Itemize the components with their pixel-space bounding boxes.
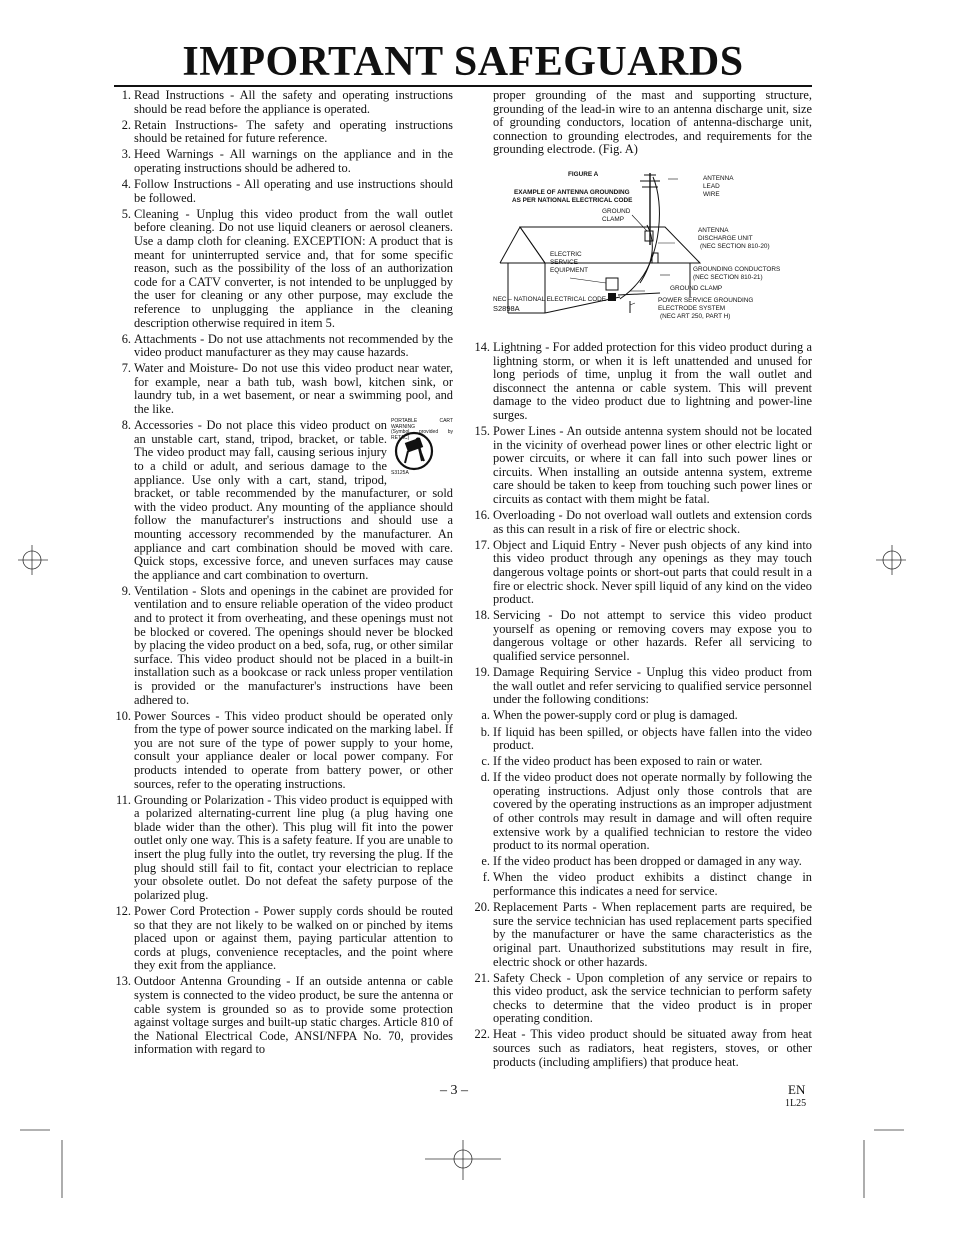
item-text: Power Lines - An outside antenna system should not be located in the vicinity of overhead power lines or other electric light or power circuits, or where it can fall into such power lines or circuits. When installing an outside antenna system, extreme care should be taken to keep from touching such power lines or circuits as contact with them might be fatal. <box>493 424 812 506</box>
left-item-list <box>113 89 453 417</box>
item-number: 15. <box>474 424 490 439</box>
item-number: 2. <box>121 117 131 132</box>
sub-list-item <box>472 771 812 853</box>
list-item <box>113 905 453 973</box>
item-text: If the video product has been dropped or damaged in any way. <box>493 854 802 869</box>
item-number: 17. <box>474 537 490 552</box>
label-antenna-lead-1: ANTENNA <box>703 174 734 182</box>
figure-label: FIGURE A <box>568 170 599 178</box>
item-text: Lightning - For added protection for this video product during a lightning storm, or when it is left unattended and unused for long periods of time, unplug it from the wall outlet and disconnect the antenna or cable system. This will prevent damage to the video product due to lightning and power-line surges. <box>493 339 812 422</box>
item-number: a. <box>481 708 490 723</box>
item-text: Power Sources - This video product should be operated only from the type of power source indicated on the marking label. If you are not sure of the type of power supply to your home, consult your appliance dealer or local power company. For products intended to operate from battery power, or other sources, refer to the operating instructions. <box>134 708 453 791</box>
portable-cart-warning <box>391 419 453 481</box>
right-item-list <box>472 341 812 707</box>
list-item <box>113 710 453 792</box>
list-item <box>472 972 812 1026</box>
label-antenna-lead-3: WIRE <box>703 190 720 198</box>
item-text: If liquid has been spilled, or objects have fallen into the video product. <box>493 724 812 753</box>
sub-list-item <box>472 871 812 898</box>
label-discharge-unit-2: DISCHARGE UNIT <box>698 234 753 242</box>
item-number: 13. <box>115 974 131 989</box>
item-text: Grounding or Polarization - This video product is equipped with a polarized alternating-current line plug (a plug having one blade wider than the other). This plug will fit into the power outlet only one way. This is a safety feature. If you are unable to insert the plug fully into the outlet, try reversing the plug. If the plug should still fail to fit, contact your electrician to replace your obsolete outlet. Do not defeat the safety purpose of the polarized plug. <box>134 792 453 902</box>
left-item-list-2 <box>113 585 453 1057</box>
list-item <box>113 178 453 205</box>
list-item <box>472 539 812 607</box>
item13-continued: proper grounding of the mast and supporting structure, grounding of the lead-in wire to an antenna discharge unit, size of grounding conductors, location of antenna-discharge unit, connection to grounding electrodes, and requirements for the grounding electrode. (Fig. A) <box>493 88 812 157</box>
cart-warning-subtitle: (Symbol provided by RETAC) <box>391 429 453 441</box>
registration-mark-left <box>18 545 48 575</box>
item-number: 19. <box>474 665 490 680</box>
item-number: 21. <box>474 970 490 985</box>
label-power-service-2: ELECTRODE SYSTEM <box>658 304 726 312</box>
label-antenna-lead-2: LEAD <box>703 182 720 190</box>
item-text: Retain Instructions- The safety and operating instructions should be retained for future reference. <box>134 117 453 146</box>
right-column <box>472 89 812 1072</box>
list-item <box>113 975 453 1057</box>
registration-mark-right <box>876 545 906 575</box>
item-text: Accessories - Do not place this video product on an unstable cart, stand, tripod, bracket, or table. The video product may fall, causing serious injury to a child or adult, and serious damage to the appliance. Use only with a cart, stand, tripod, bracket, or table recommended by the manufacturer, or sold with the video product. Any mounting of the appliance should follow the manufacturer's instructions and should use a mounting accessory recommended by the manufacturer. An appliance and cart combination should be moved with care. Quick stops, excessive force, and uneven surfaces may cause the appliance and cart combination to overturn. <box>134 418 453 582</box>
label-nec: NEC – NATIONAL ELECTRICAL CODE <box>493 295 607 303</box>
item-text: Damage Requiring Service - Unplug this video product from the wall outlet and refer servicing to qualified service personnel under the following conditions: <box>493 665 812 707</box>
item-text: Overloading - Do not overload wall outlets and extension cords as this can result in a risk of fire or electric shock. <box>493 508 812 536</box>
item-number: d. <box>480 770 490 785</box>
language-code: EN <box>788 1082 806 1097</box>
item-number: 12. <box>115 903 131 918</box>
list-item <box>113 362 453 416</box>
list-item <box>472 666 812 707</box>
item-number: 3. <box>121 147 131 162</box>
item-text: Ventilation - Slots and openings in the cabinet are provided for ventilation and to ensure reliable operation of the video product and to protect it from overheating, and these openings must not be blocked or covered. The openings should never be blocked by placing the video product on a bed, sofa, rug, or other similar surface. This video product should not be placed in a built-in installation such as a bookcase or rack unless proper ventilation is provided or the manufacturer's instructions have been adhered to. <box>134 583 453 707</box>
sub-list-item <box>472 755 812 769</box>
label-electric-service-3: EQUIPMENT <box>550 266 588 274</box>
item-number: 22. <box>474 1027 490 1042</box>
sub-list-item <box>472 726 812 753</box>
item-text: Heed Warnings - All warnings on the appliance and in the operating instructions should be adhered to. <box>134 147 453 175</box>
registration-mark-bottom <box>425 1140 501 1180</box>
item-number: 8. <box>121 418 131 433</box>
item-text: Replacement Parts - When replacement parts are required, be sure the service technician has used replacement parts specified by the manufacturer or have the same characteristics as the original part. Unauthorized substitutions may result in fire, electric shock or other hazards. <box>493 900 812 969</box>
item-number: f. <box>482 870 490 885</box>
tipping-cart-icon <box>394 431 434 471</box>
item-number: 11. <box>115 792 131 807</box>
model-code: 1L25 <box>785 1098 807 1109</box>
item-text: Read Instructions - All the safety and operating instructions should be read before the appliance is operated. <box>134 88 453 116</box>
cart-warning-code: S3125A <box>391 470 409 477</box>
figure-heading-line2: AS PER NATIONAL ELECTRICAL CODE <box>512 196 633 204</box>
left-column <box>113 89 453 1059</box>
list-item <box>472 901 812 969</box>
item-text: Servicing - Do not attempt to service this video product yourself as opening or removing covers may expose you to dangerous voltage or other hazards. Refer all servicing to qualified service personnel. <box>493 608 812 664</box>
label-ground-clamp-2: CLAMP <box>602 215 625 223</box>
label-ground-clamp-1: GROUND <box>602 207 631 215</box>
item-number: 10. <box>115 708 131 723</box>
item-text: Outdoor Antenna Grounding - If an outside antenna or cable system is connected to the video product, be sure the antenna or cable system is grounded so as to provide some protection against voltage surges and built-up static charges. Article 810 of the National Electrical Code, ANSI/NFPA No. 70, provides information with regard to <box>134 974 453 1057</box>
sub-list-item <box>472 709 812 723</box>
item-number: 16. <box>474 508 490 523</box>
item-number: 20. <box>474 900 490 915</box>
list-item <box>472 341 812 423</box>
label-power-service-3: (NEC ART 250, PART H) <box>660 312 731 320</box>
item-number: 9. <box>121 583 131 598</box>
list-item <box>113 419 453 582</box>
page-title: IMPORTANT SAFEGUARDS <box>182 39 744 85</box>
label-power-service-1: POWER SERVICE GROUNDING <box>658 296 754 304</box>
item-number: b. <box>480 724 490 739</box>
list-item <box>113 148 453 175</box>
label-discharge-unit-3: (NEC SECTION 810-20) <box>700 242 770 250</box>
label-ground-clamp-lower: GROUND CLAMP <box>670 284 723 292</box>
crop-mark-bottom-left <box>20 1128 80 1198</box>
item-number: 6. <box>121 331 131 346</box>
item-text: Heat - This video product should be situated away from heat sources such as radiators, heat registers, stoves, or other products (including amplifiers) that produce heat. <box>493 1027 812 1069</box>
item-number: 7. <box>121 361 131 376</box>
cart-warning-title: PORTABLE CART WARNING <box>391 418 453 430</box>
antenna-grounding-figure <box>490 165 810 335</box>
item-text: When the video product exhibits a distinct change in performance this indicates a need for service. <box>493 870 812 899</box>
item-number: c. <box>481 754 490 769</box>
item-text: Power Cord Protection - Power supply cords should be routed so that they are not likely to be walked on or pinched by items placed upon or against them, paying particular attention to cords at plugs, convenience receptacles, and the point where they exit from the appliance. <box>134 903 453 973</box>
list-item <box>472 1028 812 1069</box>
item-number: 18. <box>474 608 490 623</box>
condition-sub-list <box>472 709 812 898</box>
item-text: If the video product does not operate normally by following the operating instructions. Adjust only those controls that are covered by the operating instructions as an improper adjustment of other controls may result in damage and will often require extensive work by a qualified technician to restore the video product to its normal operation. <box>493 770 812 853</box>
right-item-list-2 <box>472 901 812 1069</box>
list-item <box>113 585 453 707</box>
item-text: Water and Moisture- Do not use this video product near water, for example, near a bath tub, wash bowl, kitchen sink, or laundry tub, in a wet basement, or near a swimming pool, and the like. <box>134 361 453 417</box>
label-grounding-conductors-1: GROUNDING CONDUCTORS <box>693 265 781 273</box>
figure-code: S2898A <box>493 303 520 313</box>
list-item <box>472 509 812 536</box>
sub-list-item <box>472 855 812 869</box>
label-electric-service-1: ELECTRIC <box>550 250 582 258</box>
crop-mark-bottom-right <box>846 1128 906 1198</box>
item-number: 5. <box>121 206 131 221</box>
item-text: If the video product has been exposed to rain or water. <box>493 754 763 769</box>
label-grounding-conductors-2: (NEC SECTION 810-21) <box>693 273 763 281</box>
item-number: 14. <box>474 339 490 354</box>
item-text: Follow Instructions - All operating and use instructions should be followed. <box>134 177 453 205</box>
item-text: Cleaning - Unplug this video product from the wall outlet before cleaning. Do not use liquid cleaners or aerosol cleaners. Use a damp cloth for cleaning. EXCEPTION: A product that is meant for uninterrupted service and, that for some specific reason, such as the possibility of the loss of an authorization code for a CATV converter, is not intended to be unplugged by the user for cleaning or any other purpose, may exclude the reference to unplugging the appliance in the cleaning description otherwise required in item 5. <box>134 206 453 330</box>
item-number: e. <box>481 854 490 869</box>
list-item <box>472 609 812 663</box>
list-item <box>472 425 812 507</box>
item-text: Attachments - Do not use attachments not recommended by the video product manufacturer as they may cause hazards. <box>134 331 453 360</box>
item-text: Object and Liquid Entry - Never push objects of any kind into this video product through any openings as they may touch dangerous voltage points or short-out parts that could result in a fire or electric shock. Never spill liquid of any kind on the video product. <box>493 537 812 607</box>
list-item <box>113 119 453 146</box>
item-text: When the power-supply cord or plug is damaged. <box>493 708 738 723</box>
title-rule <box>114 85 812 87</box>
label-discharge-unit-1: ANTENNA <box>698 226 729 234</box>
item-number: 1. <box>121 88 131 102</box>
list-item <box>113 333 453 360</box>
list-item <box>113 89 453 116</box>
item-number: 4. <box>121 177 131 192</box>
page-number: – 3 – <box>440 1083 468 1098</box>
figure-heading-line1: EXAMPLE OF ANTENNA GROUNDING <box>514 188 630 196</box>
list-item <box>113 208 453 330</box>
item-text: Safety Check - Upon completion of any service or repairs to this video product, ask the service technician to perform safety checks to determine that the video product is in proper operating condition. <box>493 970 812 1026</box>
label-electric-service-2: SERVICE <box>550 258 578 266</box>
list-item <box>113 794 453 903</box>
